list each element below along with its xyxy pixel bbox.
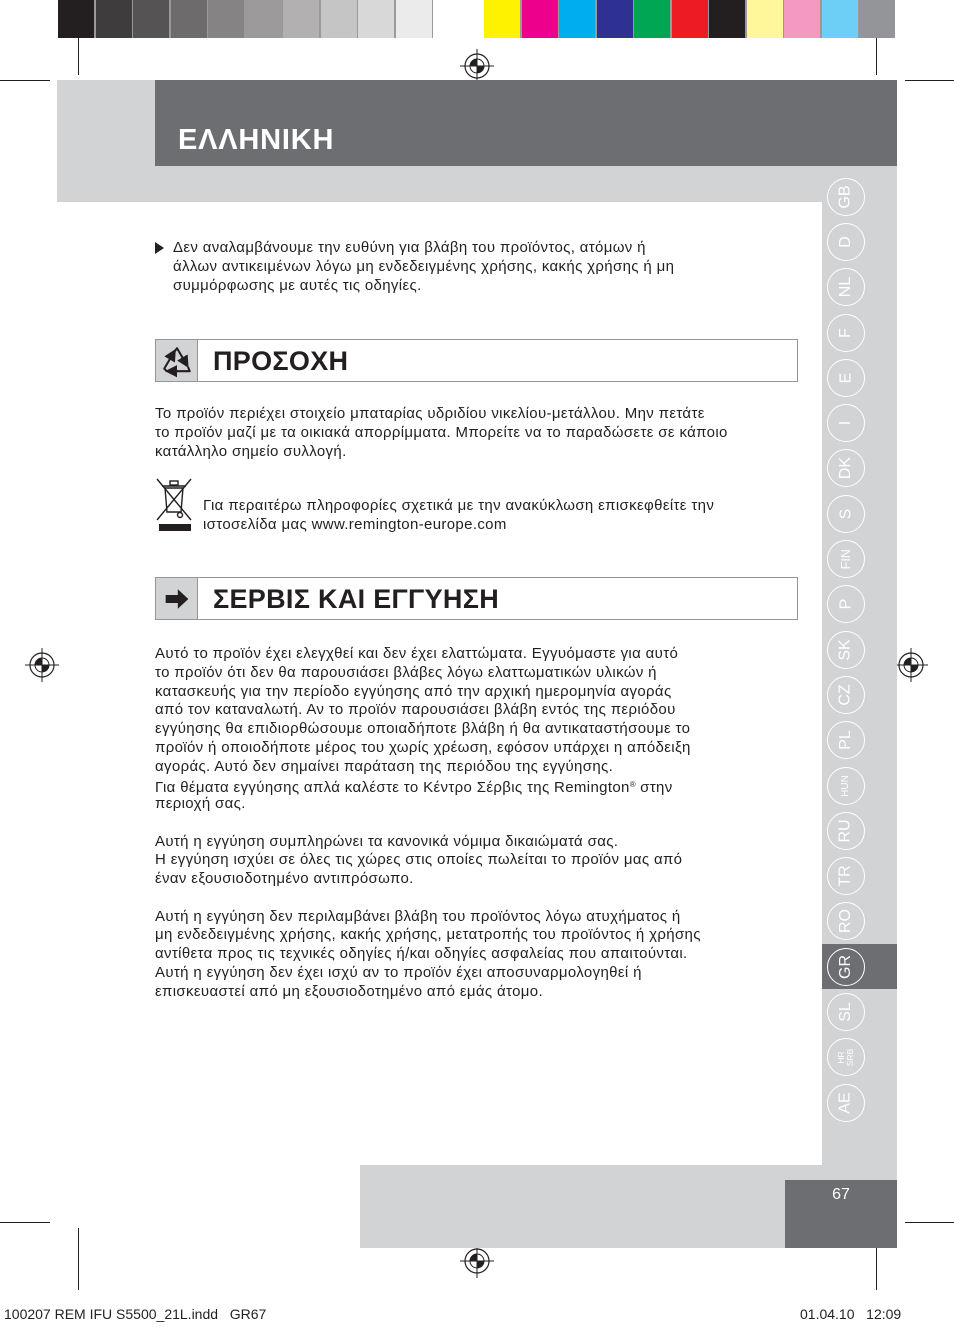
tab-circle [827,268,865,306]
paragraph-gap [155,889,800,908]
tab-label: TR [836,865,854,887]
page-title: ΕΛΛΗΝΙΚΗ [178,124,335,156]
text-line: περιοχή σας. [155,795,246,812]
language-tab-gr [822,944,897,989]
language-tab-fin [822,536,897,581]
tab-circle [827,631,865,669]
color-swatch [396,0,432,38]
color-swatch [672,0,708,38]
tab-circle [827,857,865,895]
color-swatch [96,0,132,38]
language-tab-ru [822,808,897,853]
tab-circle [827,449,865,487]
tab-label: D [837,236,854,248]
tab-label: E [836,372,854,384]
language-tabs [822,174,897,1125]
tab-label: SL [836,1002,854,1022]
print-file-name: 100207 REM IFU S5500_21L.indd GR67 [4,1306,267,1322]
tab-label: SK [837,638,854,661]
registration-mark-icon [24,647,60,683]
tab-label: I [836,420,854,426]
text-line: προϊόν ή οποιοδήποτε μέρος του χωρίς χρέωση, εφόσον υπάρχει η απόδειξη [155,738,691,756]
process-color-swatch-bar [484,0,895,38]
contact-text: Για θέματα εγγύησης απλά καλέστε το Κέντρο Σέρβις της Remington [155,779,630,795]
crop-mark [905,80,954,81]
tab-circle [827,1084,865,1122]
tab-circle [827,314,865,352]
arrow-right-icon [156,578,198,619]
text-line: επισκευαστεί από μη εξουσιοδοτημένο από εμάς άτομο. [155,982,543,1000]
crop-mark [0,1222,50,1223]
color-swatch [171,0,207,38]
text-line: Αυτή η εγγύηση δεν περιλαμβάνει βλάβη του προϊόντος λόγω ατυχήματος ή [155,907,681,925]
tab-circle [827,948,865,986]
recycling-note [203,496,803,534]
color-swatch [246,0,282,38]
text-line: το προϊόν ότι δεν θα παρουσιάσει βλάβες λόγω ελαττωματικών υλικών ή [155,663,657,681]
weee-crossed-bin-icon [154,476,194,532]
grayscale-swatch-bar [58,0,469,38]
language-tab-nl [822,265,897,310]
color-swatch [433,0,469,38]
language-tab-hun [822,763,897,808]
tab-label: PL [836,730,854,750]
recycle-icon [156,340,198,381]
text-line: άλλων αντικειμένων λόγω μη ενδεδειγμένης χρήσης, κακής χρήσης ή μη [173,258,675,275]
text-line: Το προϊόν περιέχει στοιχείο μπαταρίας υδριδίου νικελίου-μετάλλου. Μην πετάτε [155,405,705,422]
service-heading-box [155,577,798,620]
text-line: Για περαιτέρω πληροφορίες σχετικά με την ανακύκλωση επισκεφθείτε την [203,497,715,514]
language-tab-pl [822,718,897,763]
tab-label: CZ [836,684,854,706]
tab-label: HUN [839,774,851,797]
language-tab-e [822,355,897,400]
crop-mark [78,38,79,75]
color-swatch [709,0,745,38]
tab-label: NL [836,277,854,298]
text-line: το προϊόν μαζί με τα οικιακά απορρίμματα. Μπορείτε να το παραδώσετε σε κάποιο [155,424,728,441]
color-swatch [133,0,169,38]
tab-circle [827,993,865,1031]
crop-mark [905,1222,954,1223]
tab-label: AE [837,1091,854,1114]
caution-text [155,404,800,461]
language-tab-hr-srb [822,1035,897,1080]
contact-text-after: στην [635,779,673,795]
language-tab-ro [822,899,897,944]
language-tab-f [822,310,897,355]
tab-label: RU [836,819,854,843]
crop-mark [0,80,50,81]
text-line: αντίθετα προς τις τεχνικές οδηγίες ή/και οδηγίες ασφαλείας που απαιτούνται. [155,945,688,962]
tab-label: F [837,327,854,338]
crop-mark [876,38,877,75]
registration-mark-icon [893,647,929,683]
color-swatch [634,0,670,38]
language-tab-s [822,491,897,536]
text-line: Η εγγύηση ισχύει σε όλες τις χώρες στις οποίες πωλείται το προϊόν μας από [155,851,683,869]
text-line: Αυτό το προϊόν έχει ελεγχθεί και δεν έχει ελαττώματα. Εγγυόμαστε για αυτό [155,645,679,662]
language-tab-sk [822,627,897,672]
text-line: κατασκευής για την περίοδο εγγύησης από την αρχική ημερομηνία αγοράς [155,682,672,700]
text-line: ιστοσελίδα μας www.remington-europe.com [203,516,507,533]
contact-line [155,776,800,795]
tab-label: P [836,598,854,610]
language-tab-ae [822,1080,897,1125]
color-swatch [597,0,633,38]
text-line: έναν εξουσιοδοτημένο αντιπρόσωπο. [155,870,414,887]
text-line: εγγύησης θα επιδιορθώσουμε οποιαδήποτε βλάβη ή θα αντικαταστήσουμε το [155,720,691,737]
tab-circle [827,359,865,397]
color-swatch [784,0,820,38]
tab-circle [827,178,865,216]
language-tab-dk [822,446,897,491]
language-tab-i [822,400,897,445]
language-tab-cz [822,672,897,717]
color-swatch [859,0,895,38]
text-line: κατάλληλο σημείο συλλογή. [155,443,347,460]
text-line: Αυτή η εγγύηση δεν έχει ισχύ αν το προϊόν έχει αποσυναρμολογηθεί ή [155,963,642,981]
tab-label: GR [837,954,854,979]
tab-label: DK [836,457,854,480]
color-swatch [321,0,357,38]
tab-label: RO [837,909,854,934]
tab-circle [827,902,865,940]
language-tab-sl [822,989,897,1034]
tab-circle [827,812,865,850]
language-tab-d [822,219,897,264]
language-tab-tr [822,853,897,898]
color-swatch [559,0,595,38]
registration-mark-icon [459,1243,495,1279]
caution-heading-box [155,339,798,382]
paragraph-gap [155,814,800,833]
bullet-triangle-icon [155,242,164,254]
intro-disclaimer [173,238,798,295]
color-swatch [208,0,244,38]
color-swatch [358,0,394,38]
service-title: ΣΕΡΒΙΣ ΚΑΙ ΕΓΓΥΗΣΗ [213,584,499,614]
color-swatch [283,0,319,38]
color-swatch [522,0,558,38]
print-timestamp: 01.04.10 12:09 [800,1306,902,1322]
caution-title: ΠΡΟΣΟΧΗ [213,346,349,376]
tab-circle [827,404,865,442]
text-line: Αυτή η εγγύηση συμπληρώνει τα κανονικά νόμιμα δικαιώματά σας. [155,832,619,850]
color-swatch [58,0,94,38]
registration-mark-icon [459,48,495,84]
text-line: συμμόρφωσης με αυτές τις οδηγίες. [173,277,422,294]
text-line: αγοράς. Αυτό δεν σημαίνει παράταση της περιόδου της εγγύησης. [155,757,614,775]
language-tab-gb [822,174,897,219]
tab-circle [827,676,865,714]
tab-label: HR SRB [836,1048,855,1067]
tab-circle [827,540,865,578]
text-line: Δεν αναλαμβάνουμε την ευθύνη για βλάβη του προϊόντος, ατόμων ή [173,239,646,256]
service-text [155,645,800,1001]
tab-circle [827,223,865,261]
page-number: 67 [785,1180,897,1248]
color-swatch [747,0,783,38]
tab-circle [827,585,865,623]
color-swatch [822,0,858,38]
crop-mark [78,1228,79,1290]
language-tab-p [822,582,897,627]
tab-circle [827,721,865,759]
tab-circle [827,495,865,533]
tab-label: FIN [838,548,853,570]
text-line: μη ενδεδειγμένης χρήσης, κακής χρήσης, μετατροπής του προϊόντος ή χρήσης [155,926,701,944]
tab-circle [827,767,865,805]
tab-label: GB [837,185,854,209]
text-line: από τον καταναλωτή. Αν το προϊόν παρουσιάσει βλάβη εντός της περιόδου [155,701,676,719]
tab-circle [827,1038,865,1076]
tab-label: S [836,508,854,520]
registered-trademark: ® [629,780,636,790]
color-swatch [484,0,520,38]
